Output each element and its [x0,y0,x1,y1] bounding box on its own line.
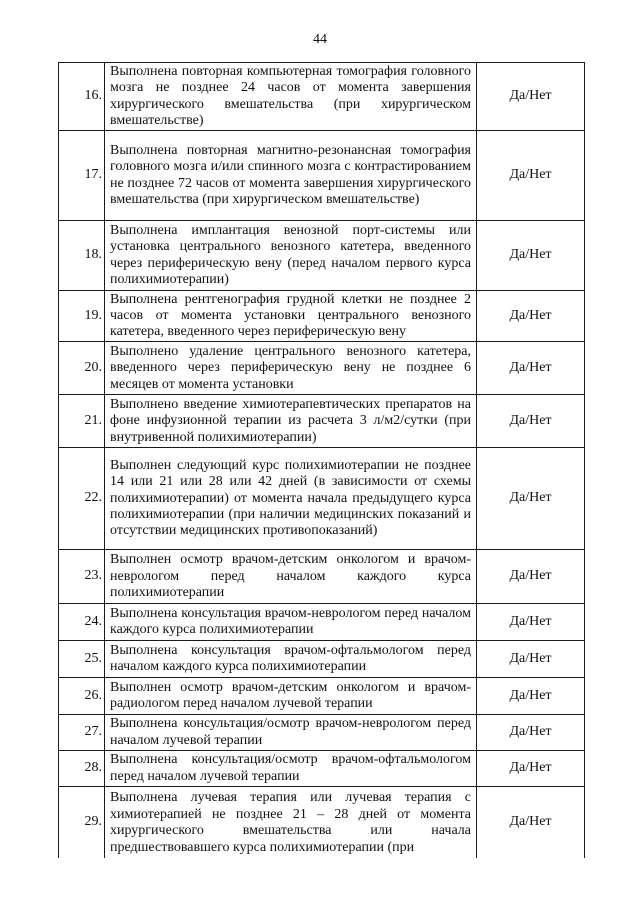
table-row [59,714,585,750]
row-number: 19. [59,290,105,341]
row-number: 24. [59,603,105,640]
row-number: 20. [59,341,105,394]
answer-cell: Да/Нет [477,677,585,714]
answer-cell: Да/Нет [477,130,585,220]
criterion-text: Выполнена консультация врачом-неврологом перед началом каждого курса полихимиотерапии [105,603,477,640]
row-number: 18. [59,220,105,290]
answer-cell: Да/Нет [477,750,585,786]
answer-cell: Да/Нет [477,290,585,341]
table-row [59,63,585,131]
row-number: 26. [59,677,105,714]
criterion-text: Выполнен осмотр врачом-детским онкологом и врачом-радиологом перед началом лучевой терапии [105,677,477,714]
answer-cell: Да/Нет [477,341,585,394]
table-row [59,290,585,341]
table-row [59,447,585,549]
table-row [59,640,585,677]
table-row [59,549,585,603]
criterion-text: Выполнена консультация врачом-офтальмологом перед началом каждого курса полихимиотерапии [105,640,477,677]
page-number: 44 [313,32,327,47]
answer-cell: Да/Нет [477,220,585,290]
quality-criteria-table [58,62,585,858]
answer-cell: Да/Нет [477,447,585,549]
row-number: 17. [59,130,105,220]
criterion-text: Выполнена консультация/осмотр врачом-офтальмологом перед началом лучевой терапии [105,750,477,786]
row-number: 25. [59,640,105,677]
criterion-text: Выполнен осмотр врачом-детским онкологом и врачом-неврологом перед началом каждого курса полихимиотерапии [105,549,477,603]
row-number: 22. [59,447,105,549]
criterion-text: Выполнена повторная компьютерная томография головного мозга не позднее 24 часов от момента завершения хирургического вмешательства (при хирургическом вмешательстве) [105,63,477,131]
answer-cell: Да/Нет [477,640,585,677]
criterion-text: Выполнена повторная магнитно-резонансная томография головного мозга и/или спинного мозга с контрастированием не позднее 72 часов от момента завершения хирургического вмешательства (при хирургическом вмешательстве) [105,130,477,220]
table-row [59,750,585,786]
criterion-text: Выполнена рентгенография грудной клетки не позднее 2 часов от момента установки центрального венозного катетера, введенного через периферическую вену [105,290,477,341]
criterion-text: Выполнено удаление центрального венозного катетера, введенного через периферическую вену не позднее 6 месяцев от момента установки [105,341,477,394]
row-number: 16. [59,63,105,131]
criterion-text: Выполнена консультация/осмотр врачом-неврологом перед началом лучевой терапии [105,714,477,750]
table-row [59,677,585,714]
row-number: 27. [59,714,105,750]
table-row [59,130,585,220]
table-row [59,220,585,290]
table-row [59,786,585,858]
answer-cell: Да/Нет [477,394,585,447]
table-row [59,603,585,640]
answer-cell: Да/Нет [477,63,585,131]
answer-cell: Да/Нет [477,786,585,858]
criterion-text: Выполнена имплантация венозной порт-системы или установка центрального венозного катетера, введенного через периферическую вену (перед началом первого курса полихимиотерапии) [105,220,477,290]
criterion-text: Выполнено введение химиотерапевтических препаратов на фоне инфузионной терапии из расчета 3 л/м2/сутки (при внутривенной полихимиотерапии) [105,394,477,447]
row-number: 28. [59,750,105,786]
row-number: 21. [59,394,105,447]
row-number: 29. [59,786,105,858]
criterion-text: Выполнен следующий курс полихимиотерапии не позднее 14 или 21 или 28 или 42 дней (в зависимости от схемы полихимиотерапии) от момента начала предыдущего курса полихимиотерапии (при наличии медицинских показаний и отсутствии медицинских противопоказаний) [105,447,477,549]
answer-cell: Да/Нет [477,549,585,603]
row-number: 23. [59,549,105,603]
criterion-text: Выполнена лучевая терапия или лучевая терапия с химиотерапией не позднее 21 – 28 дней от момента хирургического вмешательства или начала предшествовавшего курса полихимиотерапии (при [105,786,477,858]
table-row [59,394,585,447]
answer-cell: Да/Нет [477,603,585,640]
table-row [59,341,585,394]
answer-cell: Да/Нет [477,714,585,750]
